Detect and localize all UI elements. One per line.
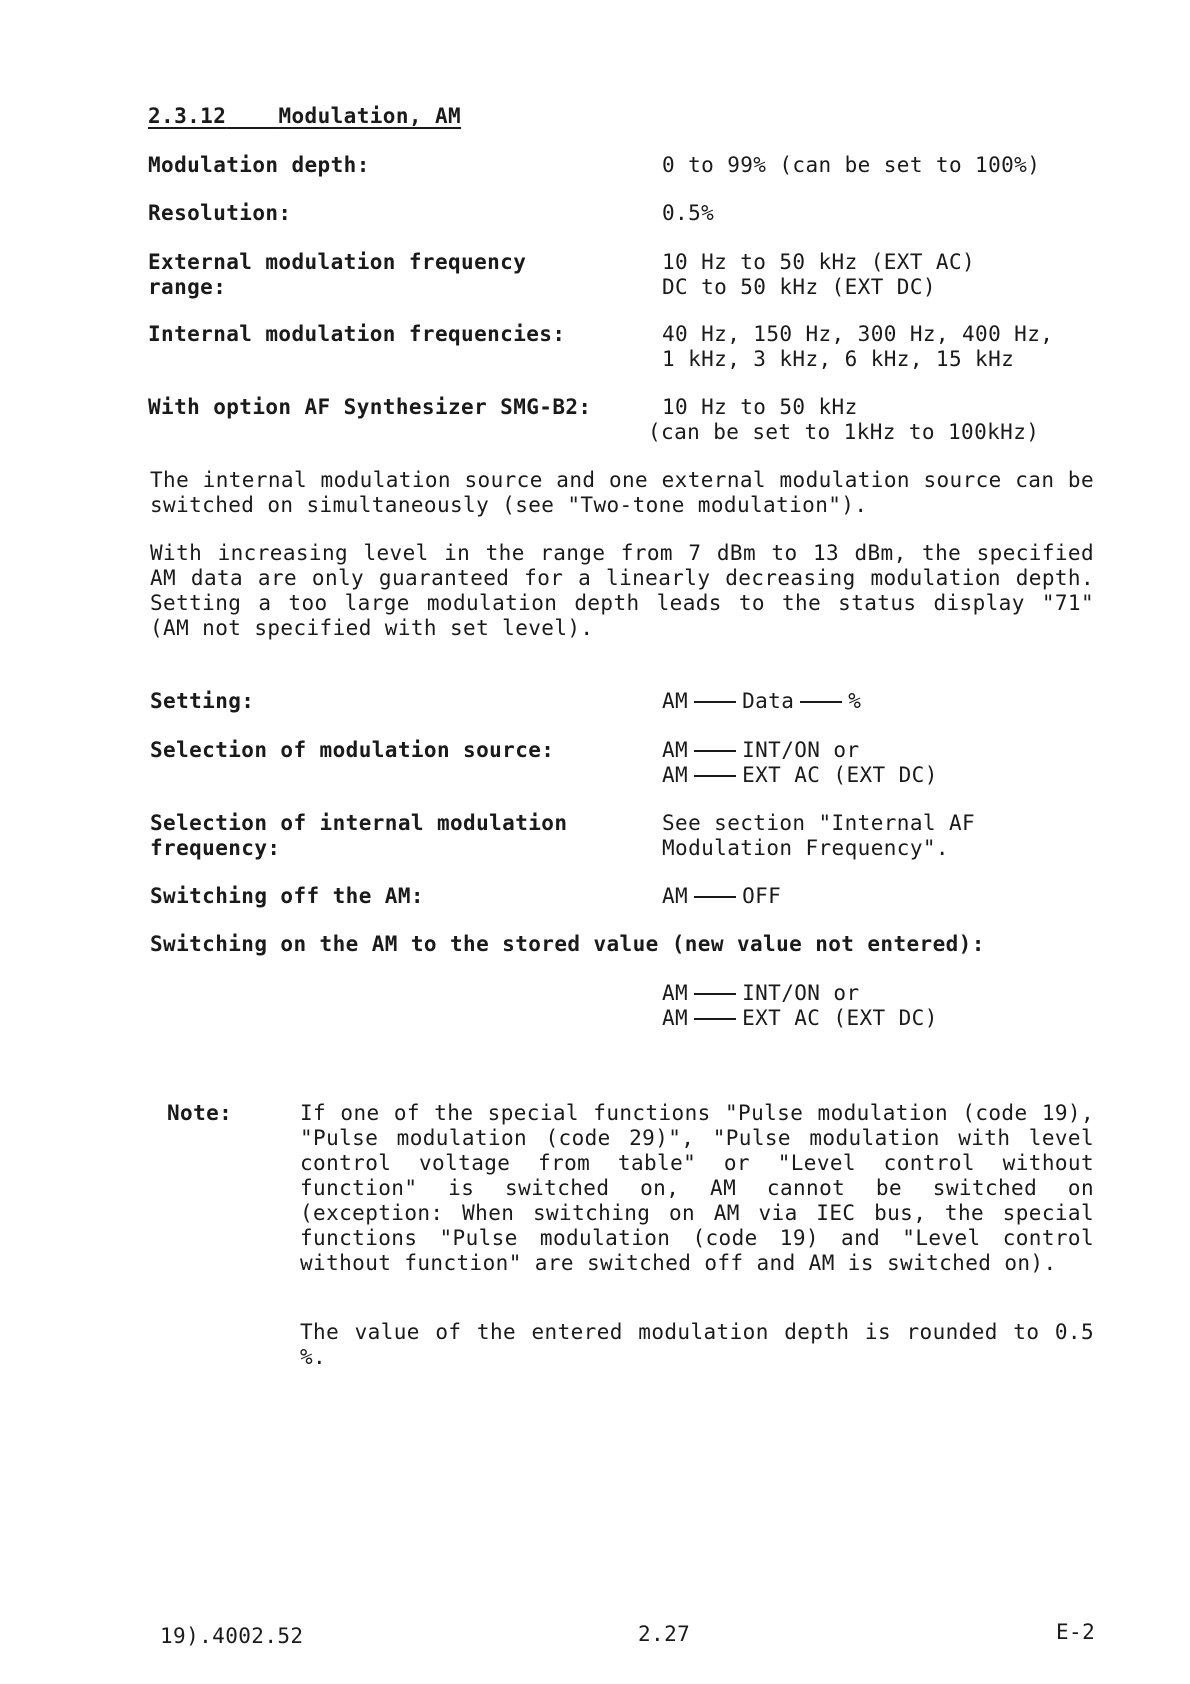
key-am: AM xyxy=(662,738,689,762)
key-int-on: INT/ON or xyxy=(742,981,860,1005)
footer-page-number: 2.27 xyxy=(638,1622,691,1646)
section-title: Modulation, AM xyxy=(278,104,462,128)
op-value-int-freq-line2: Modulation Frequency". xyxy=(662,836,949,860)
dash-separator xyxy=(694,750,736,752)
key-ext-ac: EXT AC (EXT DC) xyxy=(742,1006,938,1030)
spec-label-ext-freq-line2: range: xyxy=(148,275,227,299)
paragraph-two-tone: The internal modulation source and one external modulation source can be switched on simultaneously (see "Two-tone modulation"). xyxy=(150,468,1094,517)
key-am: AM xyxy=(662,981,689,1005)
spec-value-ext-freq-line1: 10 Hz to 50 kHz (EXT AC) xyxy=(662,250,976,274)
op-label-off: Switching off the AM: xyxy=(150,884,424,908)
op-label-stored: Switching on the AM to the stored value (new value not entered): xyxy=(150,932,985,956)
dash-separator xyxy=(694,701,736,703)
spec-label-ext-freq-line1: External modulation frequency xyxy=(148,250,527,274)
key-percent: % xyxy=(848,689,862,713)
footer-edition: E-2 xyxy=(1056,1620,1096,1644)
dash-separator xyxy=(694,1018,736,1020)
spec-value-smg-b2-line2: (can be set to 1kHz to 100kHz) xyxy=(648,420,1040,444)
dash-separator xyxy=(800,701,842,703)
footer-doc-number: 19).4002.52 xyxy=(160,1624,304,1648)
spec-value-int-freq-line2: 1 kHz, 3 kHz, 6 kHz, 15 kHz xyxy=(662,347,1015,371)
op-value-setting xyxy=(662,689,861,714)
op-value-source-line2 xyxy=(662,763,938,788)
spec-value-smg-b2-line1: 10 Hz to 50 kHz xyxy=(662,395,858,419)
spec-value-ext-freq-line2: DC to 50 kHz (EXT DC) xyxy=(662,275,936,299)
spec-value-int-freq-line1: 40 Hz, 150 Hz, 300 Hz, 400 Hz, xyxy=(662,322,1054,346)
dash-separator xyxy=(694,993,736,995)
spec-value-modulation-depth: 0 to 99% (can be set to 100%) xyxy=(662,153,1041,177)
spec-label-resolution: Resolution: xyxy=(148,201,292,225)
key-am: AM xyxy=(662,763,689,787)
op-label-int-freq-line1: Selection of internal modulation xyxy=(150,811,568,835)
spec-label-modulation-depth: Modulation depth: xyxy=(148,153,370,177)
key-int-on: INT/ON or xyxy=(742,738,860,762)
op-value-int-freq-line1: See section "Internal AF xyxy=(662,811,976,835)
op-label-int-freq-line2: frequency: xyxy=(150,836,281,860)
spec-value-resolution: 0.5% xyxy=(662,201,715,225)
section-number: 2.3.12 xyxy=(148,104,227,128)
op-label-source: Selection of modulation source: xyxy=(150,738,555,762)
note-rounding: The value of the entered modulation depth is rounded to 0.5 %. xyxy=(300,1320,1094,1369)
paragraph-level-range: With increasing level in the range from 7 dBm to 13 dBm, the specified AM data are only guaranteed for a linearly decreasing modulation depth. Setting a too large modulation depth leads to the status display "71" (AM not specified with set level). xyxy=(150,541,1094,640)
dash-separator xyxy=(694,896,736,898)
key-am: AM xyxy=(662,1006,689,1030)
key-data: Data xyxy=(742,689,795,713)
dash-separator xyxy=(694,775,736,777)
note-text: If one of the special functions "Pulse modulation (code 19), "Pulse modulation (code 29)", "Pulse modulation with level control voltage from table" or "Level control without function" is switched on, AM cannot be switched on (exception: When switching on AM via IEC bus, the special functions "Pulse modulation (code 19) and "Level control without function" are switched off and AM is switched on). xyxy=(300,1101,1094,1275)
key-off: OFF xyxy=(742,884,782,908)
key-am: AM xyxy=(662,884,689,908)
op-value-off xyxy=(662,884,781,909)
spec-label-int-freq: Internal modulation frequencies: xyxy=(148,322,566,346)
op-value-source-line1 xyxy=(662,738,859,763)
op-value-stored-line1 xyxy=(662,981,859,1006)
note-label: Note: xyxy=(167,1101,233,1125)
section-heading xyxy=(148,104,461,128)
spec-label-smg-b2: With option AF Synthesizer SMG-B2: xyxy=(148,395,592,419)
op-label-setting: Setting: xyxy=(150,689,255,713)
key-ext-ac: EXT AC (EXT DC) xyxy=(742,763,938,787)
op-value-stored-line2 xyxy=(662,1006,938,1031)
key-am: AM xyxy=(662,689,689,713)
